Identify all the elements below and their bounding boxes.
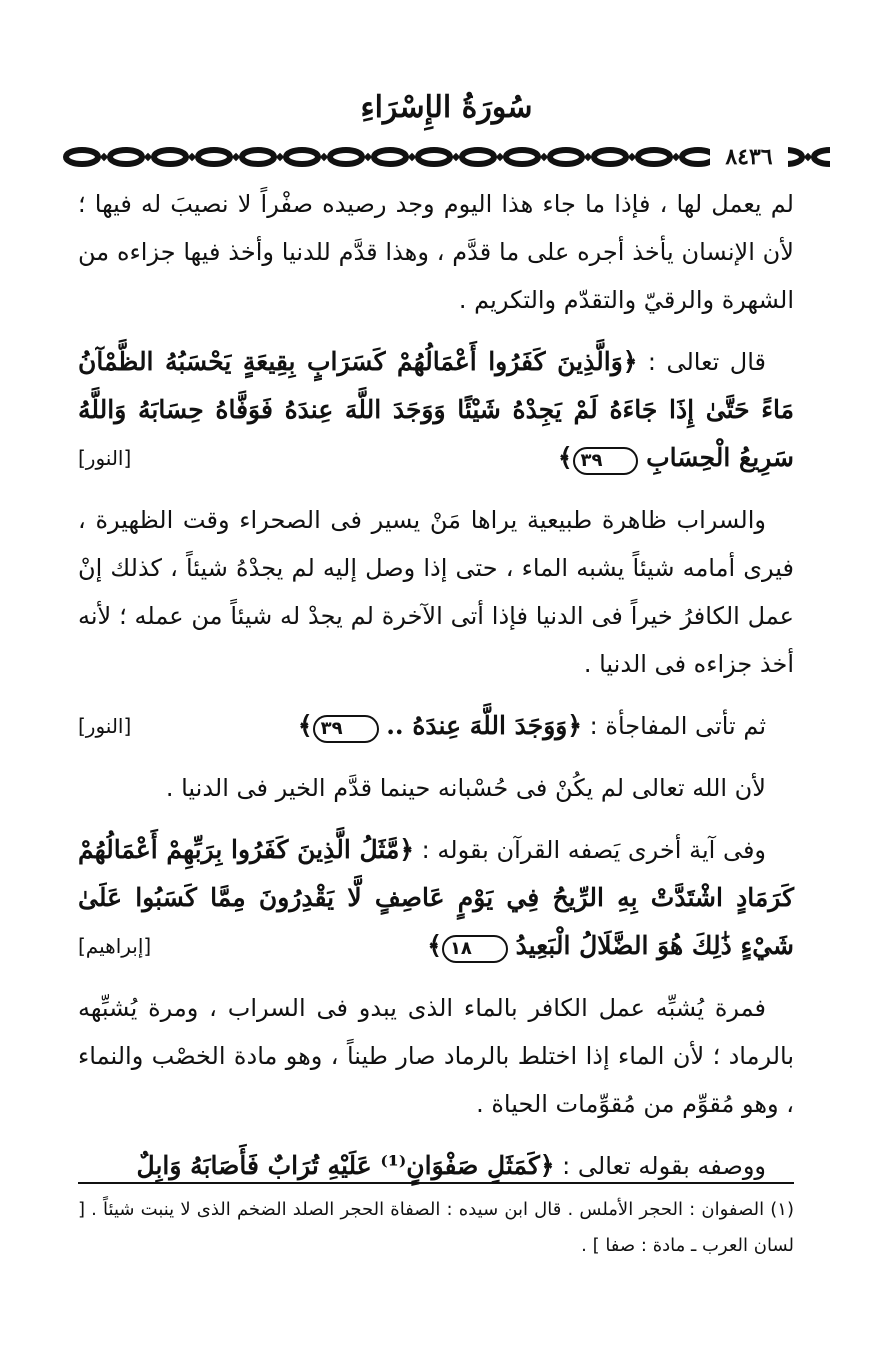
chain-diamond [320, 153, 328, 161]
verse-close-bracket: ﴾ [557, 443, 573, 472]
footnote-divider [78, 1182, 794, 1184]
chain-diamond [232, 153, 240, 161]
chain-diamond [188, 153, 196, 161]
verse-close-bracket: ﴾ [297, 711, 313, 740]
surah-reference: [النور] [78, 714, 132, 738]
verse-intro: وفى آية أخرى يَصفه القرآن بقوله : [414, 836, 767, 864]
quran-verse: ﴿وَالَّذِينَ كَفَرُوا أَعْمَالُهُمْ كَسَرَابٍ بِقِيعَةٍ يَحْسَبُهُ الظَّمْآنُ مَاءً حَتَّىٰ إِذَا جَاءَهُ لَمْ يَجِدْهُ شَيْئًا وَوَجَدَ اللَّهَ عِندَهُ فَوَفَّاهُ حِسَابَهُ وَاللَّهُ سَرِيعُ الْحِسَابِ [78, 347, 794, 472]
chain-diamond [628, 153, 636, 161]
footnote: (١) الصفوان : الحجر الأملس . قال ابن سيده : الصفاة الحجر الصلد الضخم الذى لا ينبت شيئاً . [ لسان العرب ـ مادة : صفا ] . [78, 1199, 794, 1256]
chain-link [814, 150, 830, 164]
verse-intro: ثم تأتى المفاجأة : [582, 712, 766, 740]
chain-diamond [100, 153, 108, 161]
chain-link [418, 150, 450, 164]
chain-diamond [804, 153, 812, 161]
chain-diamond [144, 153, 152, 161]
chain-link [154, 150, 186, 164]
paragraph-5: لأن الله تعالى لم يكُنْ فى حُسْبانه حينما قدَّم الخير فى الدنيا . [165, 774, 766, 802]
chain-diamond [408, 153, 416, 161]
chain-link [110, 150, 142, 164]
chain-link [198, 150, 230, 164]
chain-link [594, 150, 626, 164]
ayah-number: ٣٩ [573, 447, 639, 475]
chain-link [286, 150, 318, 164]
quran-verse: ﴿وَوَجَدَ اللَّهَ عِندَهُ .. [386, 711, 583, 740]
chain-link [374, 150, 406, 164]
chain-link [462, 150, 494, 164]
chain-diamond [276, 153, 284, 161]
verse-intro: ووصفه بقوله تعالى : [554, 1152, 766, 1180]
quran-verse: ﴿كَمَثَلِ صَفْوَانٍ⁽¹⁾ عَلَيْهِ تُرَابٌ فَأَصَابَهُ وَابِلٌ [136, 1151, 555, 1180]
paragraph-4 [78, 702, 794, 750]
surah-title: سُورَةُ الإِسْرَاءِ [360, 90, 533, 125]
chain-link [330, 150, 362, 164]
chain-link [638, 150, 670, 164]
verse-intro: قال تعالى : [637, 348, 766, 376]
paragraph-3: والسراب ظاهرة طبيعية يراها مَنْ يسير فى الصحراء وقت الظهيرة ، فيرى أمامه شيئاً يشبه الماء ، حتى إذا وصل إليه لم يجدْهُ شيئاً ، كذلك إنْ عمل الكافرُ خيراً فى الدنيا فإذا أتى الآخرة لم يجدْ له شيئاً من عمله ؛ لأنه أخذ جزاءه فى الدنيا . [78, 506, 794, 678]
chain-link [506, 150, 538, 164]
ayah-number: ٣٩ [313, 715, 379, 743]
surah-reference: [إبراهيم] [78, 934, 152, 958]
page-number: ٨٤٣٦ [710, 143, 788, 171]
paragraph-2 [78, 338, 794, 482]
paragraph-7: فمرة يُشبِّه عمل الكافر بالماء الذى يبدو فى السراب ، ومرة يُشبِّهه بالرماد ؛ لأن الماء إذا اختلط بالرماد صار طيناً ، وهو مادة الخصْب والنماء ، وهو مُقوِّم من مُقوِّمات الحياة . [78, 994, 794, 1118]
ayah-number: ١٨ [442, 935, 508, 963]
paragraph-6 [78, 826, 794, 970]
main-text [78, 180, 794, 1204]
chain-diamond [496, 153, 504, 161]
chain-diamond [452, 153, 460, 161]
chain-link [66, 150, 98, 164]
quran-verse: ﴿مَّثَلُ الَّذِينَ كَفَرُوا بِرَبِّهِمْ أَعْمَالُهُمْ كَرَمَادٍ اشْتَدَّتْ بِهِ الرِّيحُ فِي يَوْمٍ عَاصِفٍ لَّا يَقْدِرُونَ مِمَّا كَسَبُوا عَلَىٰ شَيْءٍ ذَٰلِكَ هُوَ الضَّلَالُ الْبَعِيدُ [78, 835, 794, 960]
verse-close-bracket: ﴾ [427, 931, 442, 960]
paragraph-1: لم يعمل لها ، فإذا ما جاء هذا اليوم وجد رصيده صفْراً لا نصيبَ له فيها ؛ لأن الإنسان يأخذ أجره على ما قدَّم ، وهذا قدَّم للدنيا وأخذ فيها جزاءه من الشهرة والرقيّ والتقدّم والتكريم . [78, 190, 794, 314]
chain-link [242, 150, 274, 164]
surah-reference: [النور] [78, 446, 132, 470]
chain-diamond [364, 153, 372, 161]
chain-diamond [540, 153, 548, 161]
chain-diamond [672, 153, 680, 161]
chain-diamond [584, 153, 592, 161]
chain-link [550, 150, 582, 164]
